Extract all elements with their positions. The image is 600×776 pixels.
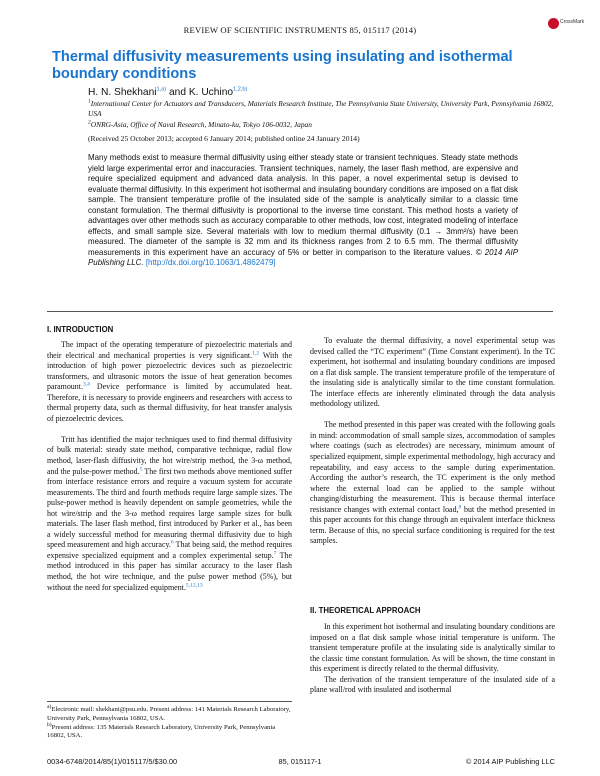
abstract-text: Many methods exist to measure thermal diffusivity using either steady state or transient techniques. Steady state methods yield large experimental error and inaccuracies. Transient techniques, namely, the laser flash method, are expensive and require specialized equipment and advanced data analysis. In this paper, a novel experimental setup is devised to evaluate thermal diffusivity. In this experiment hot isothermal and insulating boundary conditions are imposed on a flat disk sample. The transient temperature profile of the insulated side of the sample is analytically similar to a classic time constant formulation. The thermal diffusivity is proportional to the inverse time constant. This method hosts a variety of advantages over other methods such as accuracy comparable to other methods, low cost, integrated modeling of interface effects, and small sample size. Several materials with low to medium thermal diffusivity (0.1 → 3mm²/s) have been measured. The diameter of the sample is 32 mm and its thickness ranges from 2 to 6.5 mm. The thermal diffusivity measurements in this experiment have an accuracy of 5% or better in comparison to the literature values. (88, 153, 518, 257)
journal-header: REVIEW OF SCIENTIFIC INSTRUMENTS 85, 015117 (2014) (183, 25, 417, 35)
paragraph: The derivation of the transient temperature of the insulated side of a plane wall/rod with insulated and isothermal (310, 674, 555, 695)
paragraph: In this experiment hot isothermal and insulating boundary conditions are imposed on a flat disk sample whose initial temperature is uniform. The transient temperature profile at the insulating side is analytically similar to the classic time constant formulation. As will be shown, the time constant in this experiment is directly related to the thermal diffusivity. (310, 622, 555, 674)
paragraph: The impact of the operating temperature of piezoelectric materials and their electrical and mechanical properties is very significant.$^{1,2}$ With the introduction of high power piezoelectric devices such as piezoelectric transformers, and ultrasonic motors the issue of heat generation becomes paramount.$^{3,4}$ Device performance is limited by accumulated heat. Therefore, it is necessary to provide engineers and researchers with access to thermal property data, such as thermal diffusivity, for heat transfer analysis of piezoelectric devices. (47, 340, 293, 423)
footnote-a: $^{a)}$Electronic mail: shekhani@psu.edu. Present address: 141 Materials Research Laboratory, University Park, Pennsylvania 16802, USA. (47, 703, 291, 722)
footnote-b: $^{b)}$Present address: 135 Materials Research Laboratory, University Park, Pennsylvania 16802, USA. (47, 721, 276, 740)
left-column-text (47, 340, 292, 593)
doi-link[interactable]: [http://dx.doi.org/10.1063/1.4862479] (145, 258, 276, 268)
affiliation-2: $^2$ONRG-Asia, Office of Naval Research, Minato-ku, Tokyo 106-0032, Japan (88, 119, 312, 129)
footer-copyright: © 2014 AIP Publishing LLC (465, 757, 555, 766)
paragraph: The method presented in this paper was created with the following goals in mind: accommodation of small sample sizes, accommodation of samples where coatings (such as electrodes) are necessary, minimum amount of specialized equipment, simple experimental methodology, high accuracy and repeatability, and easy access to the sample during experimentation. According the author’s research, the TC experiment is the only method where the external load can be applied to the sample without changing/disturbing the measurement. This is because thermal interface resistance changes with external contact load,$^8$ but the method presented in this paper accounts for this change through an equivalent interface thickness term. Because of this, no special surface conditioning is required for the test samples. (310, 420, 555, 546)
footnotes (47, 703, 292, 741)
paragraph: Tritt has identified the major techniques used to find thermal diffusivity of bulk material: steady state method, comparative technique, radial flow method, laser-flash diffusivity, the hot wire/strip method, the 3-ω method, and the pulse-power method.$^5$ The first two methods above mentioned suffer from interface resistance errors and require a vacuum system for accurate measurements. The third and fourth methods require large sample sizes. The pulse-power method is heavily dependent on sample geometries, while the hot wire/strip and the 3-ω method requires large sample sizes for bulk materials. The laser flash method, first introduced by Parker et al., has been a widely successful method for measuring thermal diffusivity due to high speed measurement and high accuracy.$^6$ That being said, the method requires expensive specialized equipment and a complex experimental setup.$^7$ The method introduced in this paper has similar accuracy to the laser flash method, the hot wire technique, and the pulse power method (5%), but without the need for specialized equipment.$^{5,12,13}$ (47, 434, 292, 592)
right-column-text-2 (310, 622, 555, 696)
author-2: K. Uchino (188, 87, 234, 98)
section-heading-theory: II. THEORETICAL APPROACH (310, 606, 421, 615)
crossmark-label: CrossMark (560, 19, 585, 25)
author-1-marker[interactable]: 1,a) (156, 86, 167, 93)
received-dates: (Received 25 October 2013; accepted 6 January 2014; published online 24 January 2014) (88, 134, 360, 143)
abstract (88, 153, 518, 269)
footer-issn: 0034-6748/2014/85(1)/015117/5/$30.00 (47, 757, 178, 766)
footnote-divider (47, 701, 292, 702)
paper-title: Thermal diffusivity measurements using insulating and isothermal boundary conditions (52, 49, 513, 82)
footer-page: 85, 015117-1 (278, 757, 322, 766)
right-column-text (310, 336, 555, 547)
abstract-divider (47, 311, 553, 312)
affiliation-1: $^1$International Center for Actuators and Transducers, Materials Research Institute, The Pennsylvania State University, University Park, Pennsylvania 16802, USA (88, 98, 554, 118)
crossmark-icon (548, 18, 559, 29)
section-heading-intro: I. INTRODUCTION (47, 325, 114, 334)
author-2-marker[interactable]: 1,2,b) (233, 86, 248, 93)
author-and: and (169, 87, 187, 98)
crossmark-logo[interactable] (548, 18, 585, 32)
author-1: H. N. Shekhani (88, 87, 157, 98)
abstract-copyright: © 2014 AIP Publishing LLC. (88, 247, 518, 268)
paragraph: To evaluate the thermal diffusivity, a novel experimental setup was devised called the “TC experiment” (Time Constant experiment). In the TC experiment, hot isothermal and insulating boundary conditions are imposed on a flat disk sample. The transient temperature profile of the temperature of the insulating side is analytically similar to the time constant formulation. The interface effects are inherently eliminated through the data analysis methodology utilized. (310, 336, 555, 409)
author-list (88, 87, 247, 98)
